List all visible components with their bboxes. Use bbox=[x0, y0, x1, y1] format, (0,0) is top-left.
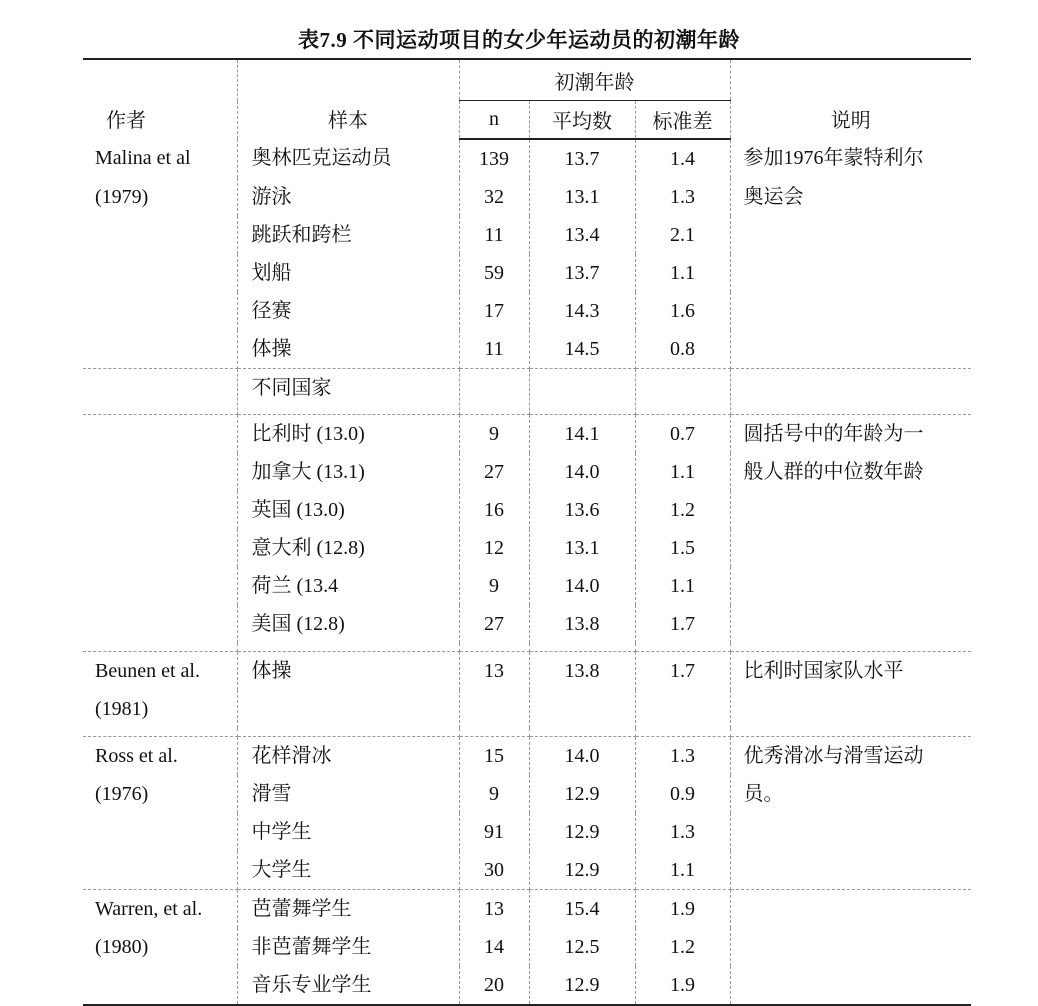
cell-mean: 13.4 bbox=[529, 216, 635, 254]
cell-author: Warren, et al. bbox=[83, 890, 237, 929]
cell-sd: 1.2 bbox=[635, 491, 730, 529]
cell-note: 比利时国家队水平 bbox=[743, 660, 904, 682]
cell-note bbox=[730, 330, 971, 369]
cell-author bbox=[83, 605, 237, 643]
cell-note bbox=[730, 690, 971, 728]
table-row bbox=[83, 453, 971, 491]
cell-n: 20 bbox=[459, 966, 529, 1005]
row-spacer bbox=[83, 728, 971, 737]
cell-sample: 意大利 (12.8) bbox=[237, 529, 459, 567]
cell-sample: 英国 (13.0) bbox=[237, 491, 459, 529]
cell-mean: 13.8 bbox=[529, 652, 635, 691]
cell-sample: 美国 (12.8) bbox=[237, 605, 459, 643]
cell-sample: 大学生 bbox=[237, 851, 459, 890]
cell-sd: 2.1 bbox=[635, 216, 730, 254]
table-row bbox=[83, 216, 971, 254]
cell-sd: 1.1 bbox=[635, 851, 730, 890]
cell-note: 参加1976年蒙特利尔 bbox=[743, 147, 924, 169]
cell-sd: 1.3 bbox=[635, 737, 730, 776]
cell-note: 员。 bbox=[743, 783, 784, 805]
cell-n: 27 bbox=[459, 605, 529, 643]
cell-mean: 13.8 bbox=[529, 605, 635, 643]
cell-sd: 1.9 bbox=[635, 966, 730, 1005]
cell-sample: 荷兰 (13.4 bbox=[237, 567, 459, 605]
cell-mean: 14.0 bbox=[529, 737, 635, 776]
cell-mean: 14.0 bbox=[529, 567, 635, 605]
cell-sd: 1.1 bbox=[635, 567, 730, 605]
cell-sample: 划船 bbox=[237, 254, 459, 292]
cell-sd: 1.7 bbox=[635, 605, 730, 643]
cell-author bbox=[83, 966, 237, 1005]
table-row bbox=[83, 292, 971, 330]
cell-n: 13 bbox=[459, 890, 529, 929]
header-mean: 平均数 bbox=[529, 101, 635, 140]
cell-author: (1981) bbox=[83, 690, 237, 728]
menarche-table bbox=[83, 58, 971, 1006]
cell-note: 圆括号中的年龄为一 bbox=[743, 423, 924, 445]
cell-author bbox=[83, 567, 237, 605]
table-row bbox=[83, 813, 971, 851]
table-row bbox=[83, 330, 971, 369]
cell-n: 32 bbox=[459, 178, 529, 216]
cell-author bbox=[83, 851, 237, 890]
cell-note bbox=[730, 216, 971, 254]
cell-sample: 体操 bbox=[237, 330, 459, 369]
cell-n: 11 bbox=[459, 330, 529, 369]
cell-sd: 1.5 bbox=[635, 529, 730, 567]
cell-note bbox=[730, 966, 971, 1005]
cell-author: (1980) bbox=[83, 928, 237, 966]
header-note: 说明 bbox=[730, 59, 971, 139]
cell-note bbox=[730, 890, 971, 929]
cell-mean: 14.5 bbox=[529, 330, 635, 369]
table-row bbox=[83, 605, 971, 643]
cell-mean: 12.9 bbox=[529, 966, 635, 1005]
cell-sample: 加拿大 (13.1) bbox=[237, 453, 459, 491]
cell-mean: 13.7 bbox=[529, 254, 635, 292]
cell-n: 13 bbox=[459, 652, 529, 691]
cell-sd: 1.4 bbox=[635, 139, 730, 178]
cell-n: 9 bbox=[459, 775, 529, 813]
cell-mean: 14.3 bbox=[529, 292, 635, 330]
cell-note bbox=[730, 605, 971, 643]
cell-mean bbox=[529, 369, 635, 415]
table-row bbox=[83, 567, 971, 605]
cell-author bbox=[83, 254, 237, 292]
cell-sample: 跳跃和跨栏 bbox=[237, 216, 459, 254]
cell-sd: 0.9 bbox=[635, 775, 730, 813]
header-menarche-age: 初潮年龄 bbox=[459, 59, 730, 101]
cell-mean: 12.9 bbox=[529, 813, 635, 851]
cell-mean: 13.7 bbox=[529, 139, 635, 178]
table-row bbox=[83, 851, 971, 890]
cell-sample: 中学生 bbox=[237, 813, 459, 851]
table-row bbox=[83, 737, 971, 776]
row-spacer bbox=[83, 643, 971, 652]
cell-note bbox=[730, 254, 971, 292]
cell-sample: 径赛 bbox=[237, 292, 459, 330]
cell-author bbox=[83, 813, 237, 851]
cell-author: Malina et al bbox=[83, 139, 237, 178]
cell-mean bbox=[529, 690, 635, 728]
cell-sample: 非芭蕾舞学生 bbox=[237, 928, 459, 966]
cell-sample: 体操 bbox=[237, 652, 459, 691]
cell-author: Ross et al. bbox=[83, 737, 237, 776]
cell-mean: 14.0 bbox=[529, 453, 635, 491]
table-row bbox=[83, 178, 971, 216]
cell-mean: 12.9 bbox=[529, 851, 635, 890]
cell-n: 17 bbox=[459, 292, 529, 330]
cell-mean: 14.1 bbox=[529, 415, 635, 454]
cell-note bbox=[730, 491, 971, 529]
cell-sd: 1.9 bbox=[635, 890, 730, 929]
cell-note: 奥运会 bbox=[743, 186, 804, 208]
cell-n: 30 bbox=[459, 851, 529, 890]
cell-n: 12 bbox=[459, 529, 529, 567]
table-row bbox=[83, 966, 971, 1005]
cell-n: 16 bbox=[459, 491, 529, 529]
cell-sd bbox=[635, 690, 730, 728]
table-row bbox=[83, 139, 971, 178]
cell-sample: 花样滑冰 bbox=[237, 737, 459, 776]
cell-sd: 1.7 bbox=[635, 652, 730, 691]
cell-sample: 芭蕾舞学生 bbox=[237, 890, 459, 929]
cell-note bbox=[730, 928, 971, 966]
table-row bbox=[83, 775, 971, 813]
cell-mean: 13.1 bbox=[529, 178, 635, 216]
cell-sample: 比利时 (13.0) bbox=[237, 415, 459, 454]
cell-sd: 1.6 bbox=[635, 292, 730, 330]
table-title: 表7.9 不同运动项目的女少年运动员的初潮年龄 bbox=[298, 28, 740, 52]
cell-note: 般人群的中位数年龄 bbox=[743, 461, 924, 483]
cell-sample: 不同国家 bbox=[237, 369, 459, 415]
cell-author bbox=[83, 369, 237, 415]
cell-mean: 13.6 bbox=[529, 491, 635, 529]
table-row bbox=[83, 415, 971, 454]
table-row bbox=[83, 254, 971, 292]
header-author: 作者 bbox=[83, 59, 237, 139]
cell-author bbox=[83, 216, 237, 254]
cell-note bbox=[730, 292, 971, 330]
cell-sd: 1.1 bbox=[635, 254, 730, 292]
header-n: n bbox=[459, 101, 529, 140]
cell-note bbox=[730, 813, 971, 851]
cell-author bbox=[83, 330, 237, 369]
table-row bbox=[83, 529, 971, 567]
cell-note bbox=[730, 567, 971, 605]
table-row bbox=[83, 652, 971, 691]
cell-mean: 15.4 bbox=[529, 890, 635, 929]
cell-author bbox=[83, 529, 237, 567]
cell-n: 14 bbox=[459, 928, 529, 966]
cell-sd: 0.8 bbox=[635, 330, 730, 369]
cell-mean: 13.1 bbox=[529, 529, 635, 567]
header-sample: 样本 bbox=[237, 59, 459, 139]
cell-sd: 1.3 bbox=[635, 178, 730, 216]
table-row bbox=[83, 690, 971, 728]
cell-note bbox=[730, 369, 971, 415]
cell-sample: 游泳 bbox=[237, 178, 459, 216]
cell-author bbox=[83, 292, 237, 330]
cell-sd: 1.2 bbox=[635, 928, 730, 966]
cell-n: 11 bbox=[459, 216, 529, 254]
cell-note bbox=[730, 851, 971, 890]
cell-sample: 滑雪 bbox=[237, 775, 459, 813]
cell-n: 15 bbox=[459, 737, 529, 776]
cell-note bbox=[730, 529, 971, 567]
cell-mean: 12.9 bbox=[529, 775, 635, 813]
cell-author: (1976) bbox=[83, 775, 237, 813]
cell-mean: 12.5 bbox=[529, 928, 635, 966]
cell-author bbox=[83, 453, 237, 491]
cell-n: 59 bbox=[459, 254, 529, 292]
cell-author: Beunen et al. bbox=[83, 652, 237, 691]
table-row bbox=[83, 491, 971, 529]
cell-sd: 1.1 bbox=[635, 453, 730, 491]
cell-author: (1979) bbox=[83, 178, 237, 216]
cell-n: 139 bbox=[459, 139, 529, 178]
cell-sd: 0.7 bbox=[635, 415, 730, 454]
cell-n: 27 bbox=[459, 453, 529, 491]
cell-author bbox=[83, 491, 237, 529]
table-row bbox=[83, 369, 971, 415]
cell-n: 91 bbox=[459, 813, 529, 851]
cell-sd bbox=[635, 369, 730, 415]
cell-sample bbox=[237, 690, 459, 728]
cell-author bbox=[83, 415, 237, 454]
cell-sample: 音乐专业学生 bbox=[237, 966, 459, 1005]
table-row bbox=[83, 928, 971, 966]
cell-sd: 1.3 bbox=[635, 813, 730, 851]
cell-n: 9 bbox=[459, 567, 529, 605]
cell-n bbox=[459, 369, 529, 415]
cell-n: 9 bbox=[459, 415, 529, 454]
cell-note: 优秀滑冰与滑雪运动 bbox=[743, 745, 924, 767]
table-row bbox=[83, 890, 971, 929]
header-sd: 标准差 bbox=[635, 101, 730, 140]
cell-n bbox=[459, 690, 529, 728]
cell-sample: 奥林匹克运动员 bbox=[237, 139, 459, 178]
